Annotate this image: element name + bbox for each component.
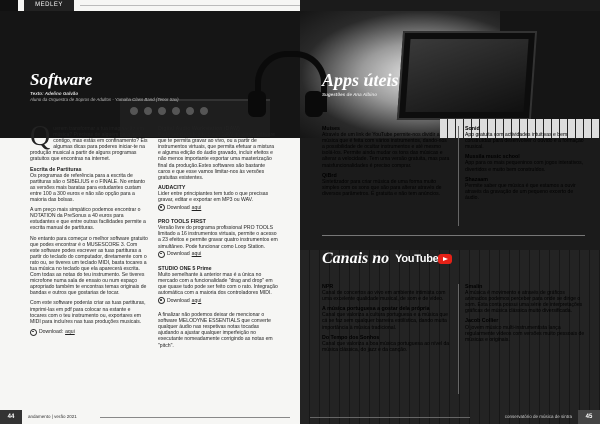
app-name: Mussila music school (465, 154, 520, 161)
download-link[interactable]: aqui (191, 297, 202, 304)
heading-studio-one: STUDIO ONE 5 Prime (158, 265, 212, 272)
channels-column-1 (322, 284, 450, 357)
app-desc: Sintetizador para criar música de uma forma muito simples com os sons que são para alterar através de diversos parâmetros. É gratuita e não tem anúncios. (322, 178, 442, 197)
section-label: MEDLEY (24, 0, 74, 11)
app-name: Muises (322, 126, 340, 132)
channel-desc: O jovem músico multi-instrumentista lança regularmente vídeos com versões muito pessoais de músicas e originais. (465, 324, 585, 343)
channel-desc: Canal que valoriza a cultura portuguesa e a música que cá se faz sem qualquer barreira estilística, dando muita importância à música tradicional. (322, 312, 449, 331)
channels-column-2 (465, 284, 585, 347)
daw-text: Pode ser classificado como DAW qualquer software que te permita gravar ao vivo, ou a partir de instrumentos virtuais, que permita efetuar a mistura e alguma edição do áudio gravado, incluir efeitos e não menos importante exportar uma masterização final da produção.Estes softwares são bastante caros e que esse vamos limitar-nos às versões gratuitas existentes. (158, 132, 276, 181)
channels-title (322, 250, 452, 268)
download-link[interactable]: aqui (191, 251, 202, 258)
section-rule (80, 5, 300, 6)
left-footer-text: andamento | verão 2021 (28, 414, 77, 419)
apps-byline: Sugestões de Ana Albino (322, 92, 378, 97)
app-name: QiBrd (322, 172, 337, 179)
software-title: Software (30, 70, 93, 89)
channel-name: Jacob Collier (465, 318, 499, 325)
melodyne-text: A finalizar não podemos deixar de mencionar o software MELODYNE ESSENTIALS que converte qualquer áudio nas respetivas notas tocadas ajudando a ajustar qualquer imperfeição no executante nomeadamente corrigindo as notas em "pitch". (158, 312, 273, 349)
section-bar-block (0, 0, 18, 11)
apps-title: Apps úteis (322, 70, 399, 90)
software-byline-detail: Aluno da Orquestra de Sopros de Adultos - Yamaha Class Band (Tenor Sax) (30, 97, 179, 102)
download-icon (158, 204, 165, 211)
apps-column-1 (322, 126, 450, 201)
heading-daw: Digital Audio Workstation (DAW) (158, 126, 240, 132)
app-desc: App gratuita com actividades intuitivas e bem construídas para desenvolver o ouvido e a formação musical. (465, 132, 584, 151)
headphone-cup-right (305, 91, 323, 117)
download-label: Download: (39, 329, 64, 336)
software-column-2 (158, 126, 278, 353)
apps-divider (458, 126, 459, 226)
para-4: Com este software poderás criar as tuas partituras, imprimi-las em pdf para colocar na estante e tocares com o teu instrumento ou, exportares em MIDI para incluíres nas tuas produções musicais. (30, 300, 146, 325)
channel-desc: A música é movimento e através de gráficos animados podemos perceber para onde se dirige o som. Esta conta possui uma série de interpretações gráficas de música clássica muito diversificada. (465, 290, 583, 315)
musescore-download[interactable] (30, 329, 75, 336)
laptop-illustration (397, 31, 537, 120)
channel-name: Smalin (465, 284, 483, 290)
download-link[interactable]: aqui (191, 204, 202, 211)
left-page-number: 44 (0, 410, 22, 424)
youtube-wordmark: YouTube (395, 253, 439, 266)
heading-audacity: AUDACITY (158, 184, 186, 191)
para-2: A um preço mais simpático podemos encontrar o NOTATION da PreSonus a 40 euros para estudantes e que entre outras facilidades permite a escrita manual de partituras. (30, 207, 146, 232)
audacity-text: Lider entre principiantes tem tudo o que precisas gravar, editar e exportar em MP3 ou WAV. (158, 190, 269, 204)
software-byline: Texto: Adelino Galvão (30, 91, 79, 96)
protools-text: Versão livre do programa profissional PRO TOOLS limitado a 16 instrumentos virtuais, permite o acesso a 23 efeitos e permite gravar quatro instrumentos em simultâneo. Pode funcionar como Loop Station. (158, 225, 278, 250)
heading-escrita: Escrita de Partituras (30, 166, 82, 173)
download-icon (30, 329, 37, 336)
headphone-cup-left (248, 91, 266, 117)
download-label: Download (167, 251, 190, 258)
download-label: Download (167, 204, 190, 211)
channel-name: Do Tempo dos Sonhos (322, 334, 380, 341)
app-name: Shazaam (465, 176, 488, 183)
right-footer-text: conservatório de música de sintra (504, 414, 572, 419)
app-desc: Permite saber que música é que estamos a ouvir através da gravação de um pequeno excerto de áudio. (465, 182, 576, 201)
youtube-play-icon (438, 254, 452, 264)
heading-protools: PRO TOOLS FIRST (158, 219, 206, 226)
section-bar (0, 0, 300, 11)
channel-desc: Canal que valoriza a boa música portuguesa ao nível da música clássica, do jazz e da canção. (322, 340, 450, 353)
download-label: Download (167, 297, 190, 304)
app-desc: Através de um link de YouTube permite-nos dividir a música que é feita com vários instrumentos, dando-nos a possibilidade de ocultar instrumentos e até mesmo isolá-los. Permite ainda mudar os tons das músicas e alterar a velocidade. Tem uma versão gratuita, mas para maisfuncionalidades é preciso comprar. (322, 132, 450, 169)
software-column-1 (30, 121, 148, 338)
studio-one-download[interactable] (158, 297, 201, 304)
channel-name: A música portuguesa a gostar dela própria (322, 306, 430, 313)
section-divider (322, 235, 585, 236)
channel-name: NPR (322, 284, 334, 290)
studio-one-text: Muito semelhante à anterior mas é a única no mercado com a funcionalidade "drag and drop" em que quase tudo pode ser feito com o rato. Integração automática com a maioria dos controladores MIDI. (158, 271, 278, 296)
para-3: No entanto para começar o melhor software gratuito que podes encontrar é o MUSESCORE 3. Com este software podes escrever as tuas partituras a partir do teclado do computador, diretamente com o rato ou, se tiveres um teclado MIDI, basta tocares a tua música no teclado que ela aparecerá escrita. Com todas as notas do teu instrumento. Se tiveres microfone numa sala de ensaio ou num espaço apropriado também te encontras temas originais de bandas e outros que gostarias de tocar. (30, 235, 148, 297)
channel-desc: Canal de concertos ao vivo em ambiente intimista com uma excelente qualidade musical, de som e de vídeo. (322, 290, 446, 303)
download-link[interactable]: aqui (65, 329, 75, 336)
intro-text: uerem transformar a tua imaginação em música? Precisas de alguém para tocar contigo, mas estás em confinamento? Eis algumas dicas para poderes iniciar-te na produção musical a partir de alguns programas gratuitos que encontras na internet. (30, 126, 148, 163)
para-1: Os programas de referência para a escrita de partituras são o SIBELIUS e o FINALE. No entanto as versões mais baratas para estudantes custam entre 100 a 300 euros e não são opção para a maioria das bolsas. (30, 172, 145, 204)
download-icon (158, 251, 165, 258)
channels-title-text: Canais no (322, 250, 390, 267)
channels-divider (458, 284, 459, 394)
apps-column-2 (465, 126, 585, 205)
download-icon (158, 297, 165, 304)
protools-download[interactable] (158, 251, 201, 258)
audacity-download[interactable] (158, 204, 201, 211)
right-page-number: 45 (578, 410, 600, 424)
app-desc: App para os mais pequeninos com jogos interativos, divertidos e muito bem construídos. (465, 160, 584, 173)
dropcap: Q (30, 121, 51, 152)
youtube-logo (393, 253, 452, 265)
app-name: Sonid (465, 126, 480, 132)
